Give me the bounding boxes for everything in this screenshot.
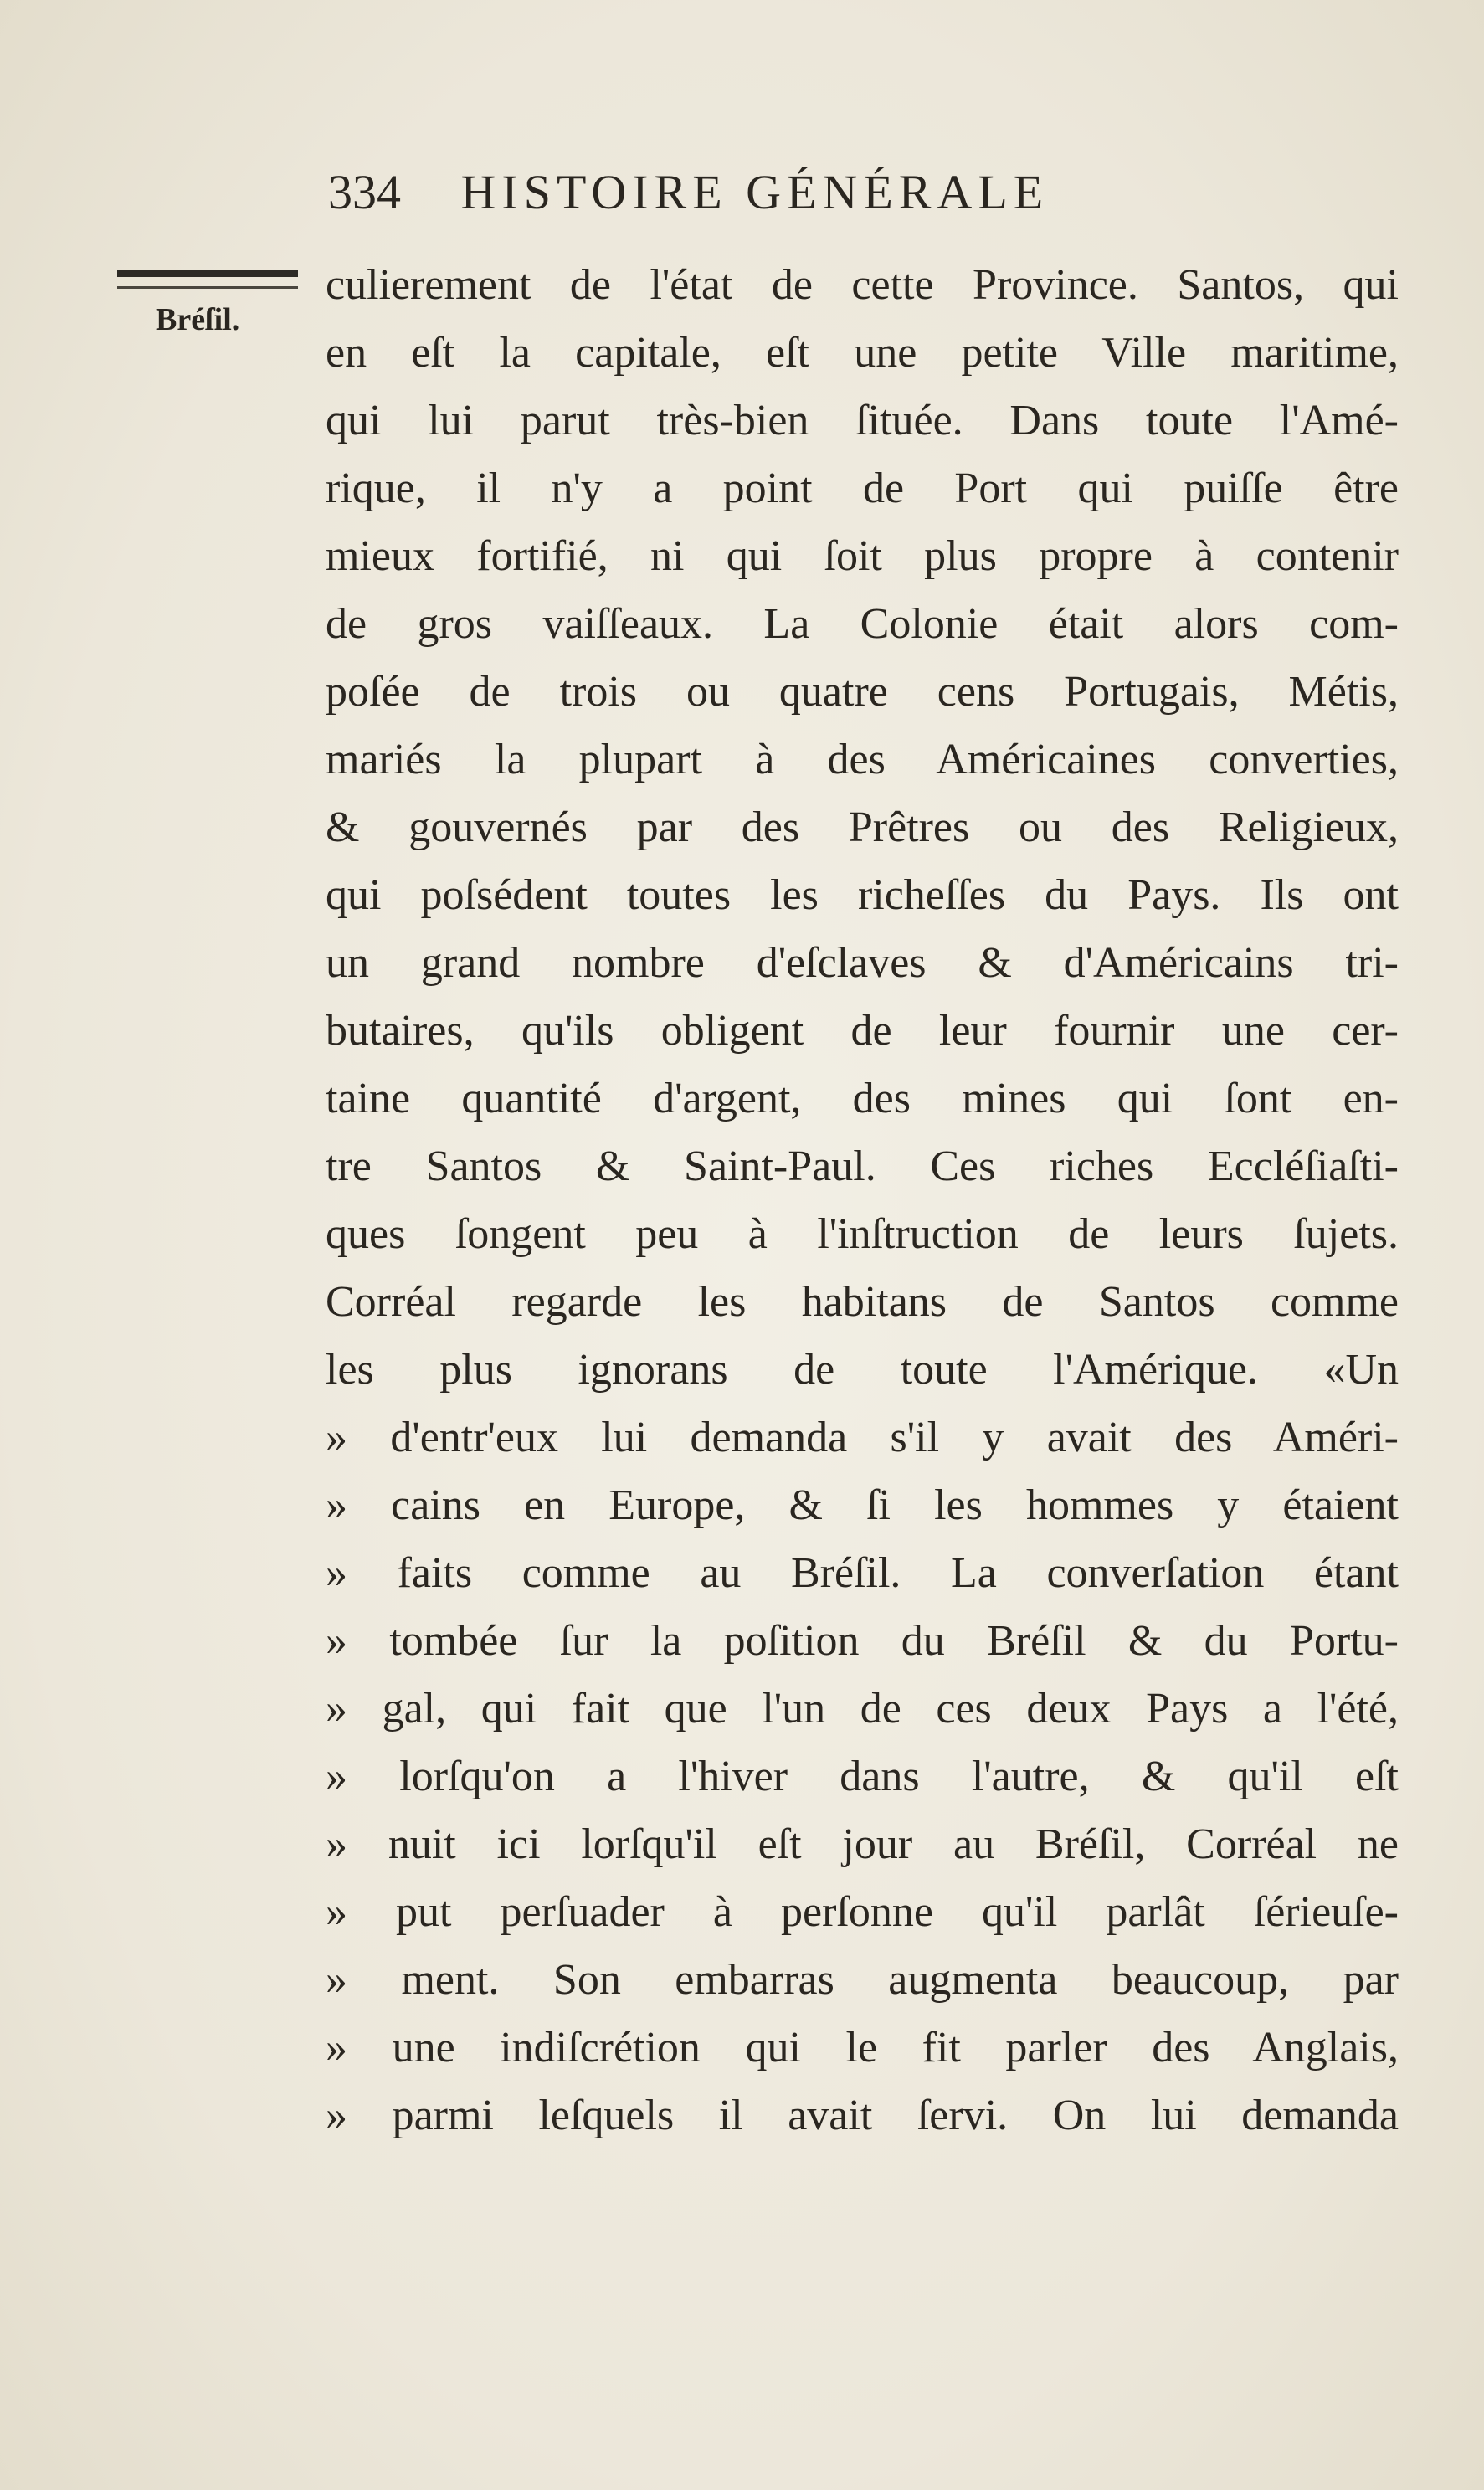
margin-rule-thin (117, 286, 298, 289)
text-line: butaires, qu'ils obligent de leur fournir une cer- (326, 1007, 1399, 1055)
text-line: » put perſuader à perſonne qu'il parlât ſérieuſe- (326, 1888, 1399, 1936)
text-line: » d'entr'eux lui demanda s'il y avait des Améri- (326, 1414, 1399, 1461)
text-line: » tombée ſur la poſition du Bréſil & du Portu- (326, 1617, 1399, 1665)
text-line: » parmi leſquels il avait ſervi. On lui demanda (326, 2092, 1399, 2139)
margin-rule (117, 270, 298, 277)
text-line: » faits comme au Bréſil. La converſation étant (326, 1549, 1399, 1597)
text-line: & gouvernés par des Prêtres ou des Religieux, (326, 803, 1399, 851)
text-line: » gal, qui fait que l'un de ces deux Pays a l'été, (326, 1685, 1399, 1733)
text-line: » cains en Europe, & ſi les hommes y étaient (326, 1481, 1399, 1529)
text-line: mariés la plupart à des Américaines converties, (326, 736, 1399, 783)
text-line: en eſt la capitale, eſt une petite Ville maritime, (326, 329, 1399, 377)
text-line: Corréal regarde les habitans de Santos comme (326, 1278, 1399, 1326)
text-line: un grand nombre d'eſclaves & d'Américains tri- (326, 939, 1399, 987)
text-line: culierement de l'état de cette Province. Santos, qui (326, 261, 1399, 309)
body-text (326, 251, 1399, 2149)
text-line: taine quantité d'argent, des mines qui ſont en- (326, 1075, 1399, 1122)
text-line: rique, il n'y a point de Port qui puiſſe être (326, 465, 1399, 512)
text-line: » ment. Son embarras augmenta beaucoup, par (326, 1956, 1399, 2004)
text-line: tre Santos & Saint-Paul. Ces riches Eccléſiaſti- (326, 1142, 1399, 1190)
text-line: mieux fortifié, ni qui ſoit plus propre à contenir (326, 532, 1399, 580)
text-line: les plus ignorans de toute l'Amérique. «Un (326, 1346, 1399, 1394)
text-line: » lorſqu'on a l'hiver dans l'autre, & qu'il eſt (326, 1753, 1399, 1800)
text-line: ques ſongent peu à l'inſtruction de leurs ſujets. (326, 1210, 1399, 1258)
running-header (328, 164, 1215, 223)
text-line: qui poſsédent toutes les richeſſes du Pays. Ils ont (326, 871, 1399, 919)
text-line: qui lui parut très-bien ſituée. Dans toute l'Amé- (326, 397, 1399, 444)
margin-note: Bréſil. (156, 302, 240, 337)
text-line: poſée de trois ou quatre cens Portugais, Métis, (326, 668, 1399, 716)
text-line: » une indiſcrétion qui le fit parler des Anglais, (326, 2024, 1399, 2072)
text-line: » nuit ici lorſqu'il eſt jour au Bréſil, Corréal ne (326, 1820, 1399, 1868)
page-number: 334 (328, 165, 401, 219)
running-title: HISTOIRE GÉNÉRALE (460, 165, 1050, 219)
text-line: de gros vaiſſeaux. La Colonie était alors com- (326, 600, 1399, 648)
